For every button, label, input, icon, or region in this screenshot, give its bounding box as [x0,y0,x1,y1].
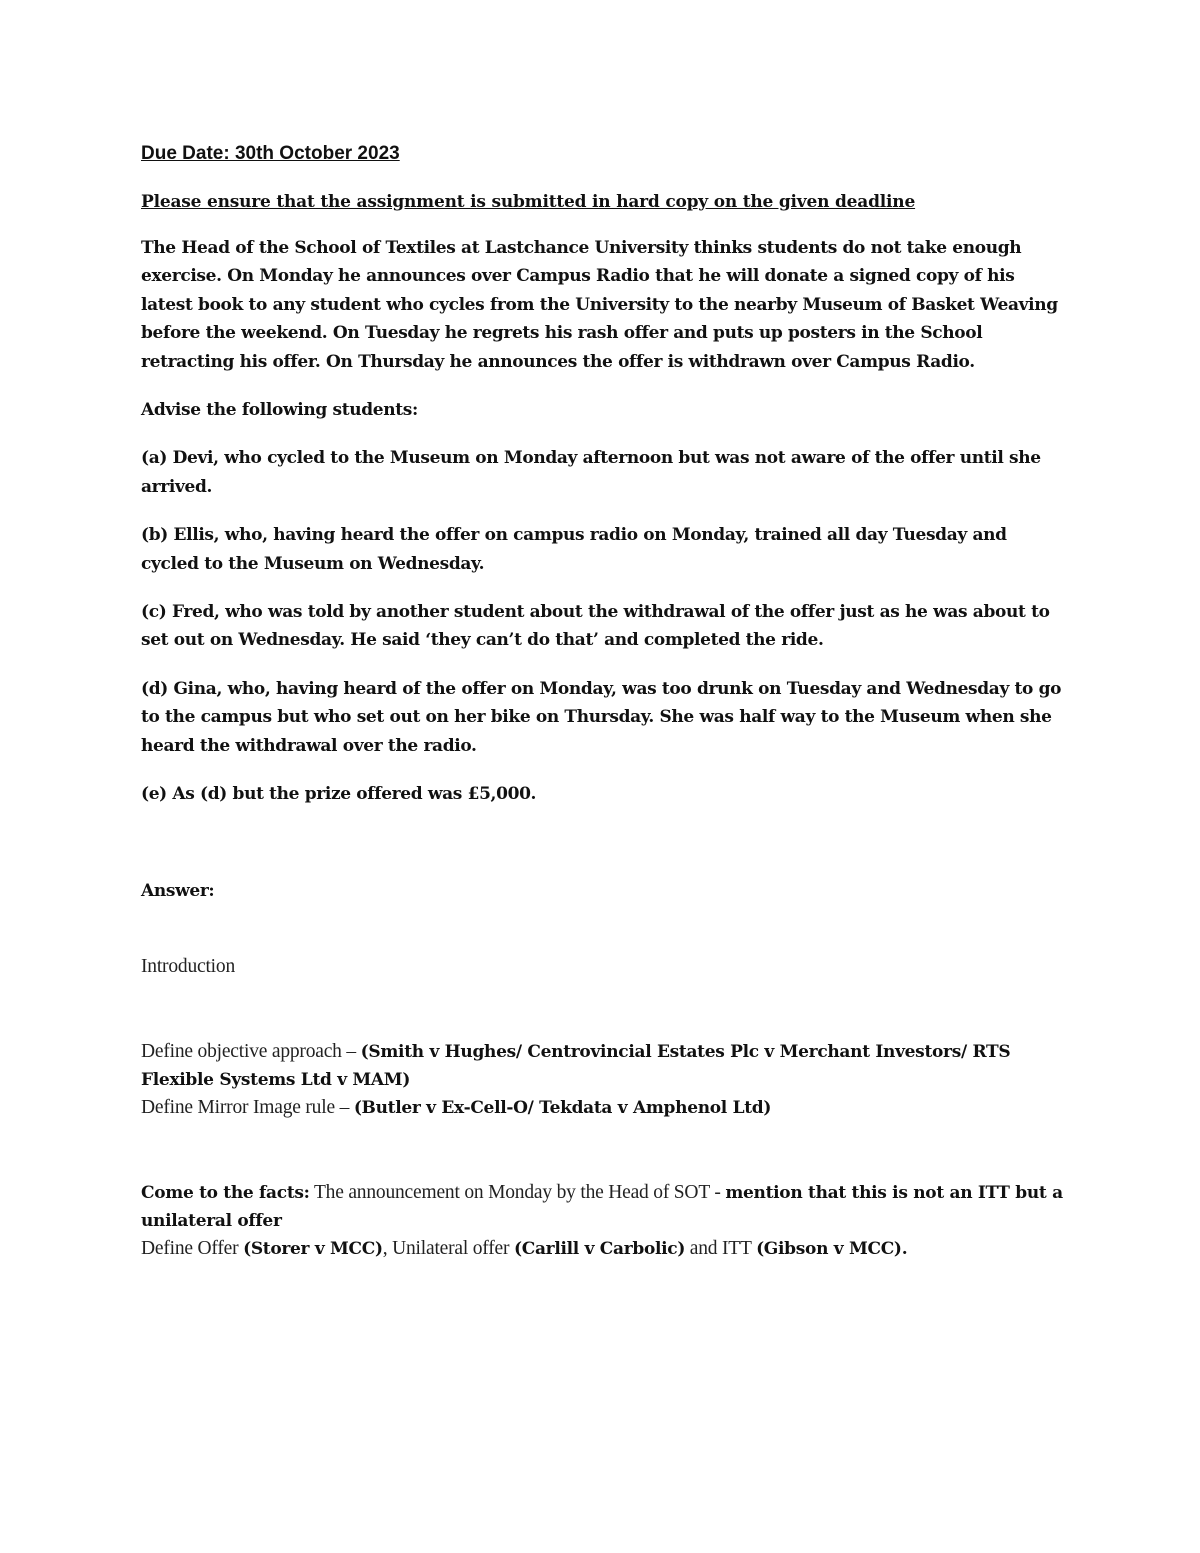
mirror-label: Define Mirror Image rule – [141,1096,354,1118]
question-part-e: (e) As (d) but the prize offered was £5,000. [141,784,537,805]
define-offer-line [141,1235,1066,1263]
mirror-image-rule [141,1094,1066,1122]
scenario-paragraph: The Head of the School of Textiles at Lastchance University thinks students do not take enough exercise. On Monday he announces over Campus Radio that he will donate a signed copy of his latest book to any student who cycles from the University to the nearby Museum of Basket Weaving before the weekend. On Tuesday he regrets his rash offer and puts up posters in the School retracting his offer. On Thursday he announces the offer is withdrawn over Campus Radio. [141,238,1058,372]
question-part-b: (b) Ellis, who, having heard the offer on campus radio on Monday, trained all day Tuesday and cycled to the Museum on Wednesday. [141,525,1007,574]
objective-approach [141,1038,1066,1094]
facts-label: Come to the facts: [141,1182,310,1203]
objective-label: Define objective approach – [141,1040,361,1062]
define-offer-case: (Storer v MCC) [243,1238,383,1259]
facts-text: The announcement on Monday by the Head of SOT - [309,1181,726,1203]
question-part-c: (c) Fred, who was told by another student about the withdrawal of the offer just as he was about to set out on Wednesday. He said ‘they can’t do that’ and completed the ride. [141,602,1050,651]
sentence-end: . [901,1238,908,1259]
advise-heading: Advise the following students: [141,400,418,421]
define-offer-label: Define Offer [141,1237,244,1259]
question-part-a: (a) Devi, who cycled to the Museum on Monday afternoon but was not aware of the offer until she arrived. [141,448,1041,497]
mirror-cases: (Butler v Ex-Cell-O/ Tekdata v Amphenol Ltd) [353,1097,772,1118]
question-part-d: (d) Gina, who, having heard of the offer on Monday, was too drunk on Tuesday and Wednesday to go to the campus but who set out on her bike on Thursday. She was half way to the Museum when she heard the withdrawal over the radio. [141,678,1062,756]
objective-cases: (Smith v Hughes/ Centrovincial Estates Plc v Merchant Investors/ RTS Flexible Systems Ltd v MAM) [141,1041,1011,1090]
due-date: Due Date: 30th October 2023 [141,143,400,164]
unilateral-label: , Unilateral offer [382,1237,514,1259]
introduction-heading: Introduction [141,955,235,977]
facts-bold: mention that this is not an ITT but a unilateral offer [141,1182,1063,1231]
itt-case: (Gibson v MCC) [756,1238,902,1259]
submission-notice: Please ensure that the assignment is submitted in hard copy on the given deadline [141,192,916,212]
answer-heading: Answer: [141,880,215,901]
unilateral-case: (Carlill v Carbolic) [513,1238,686,1259]
itt-label: and ITT [685,1237,757,1259]
document-page [141,138,1066,1263]
facts-paragraph [141,1179,1066,1235]
